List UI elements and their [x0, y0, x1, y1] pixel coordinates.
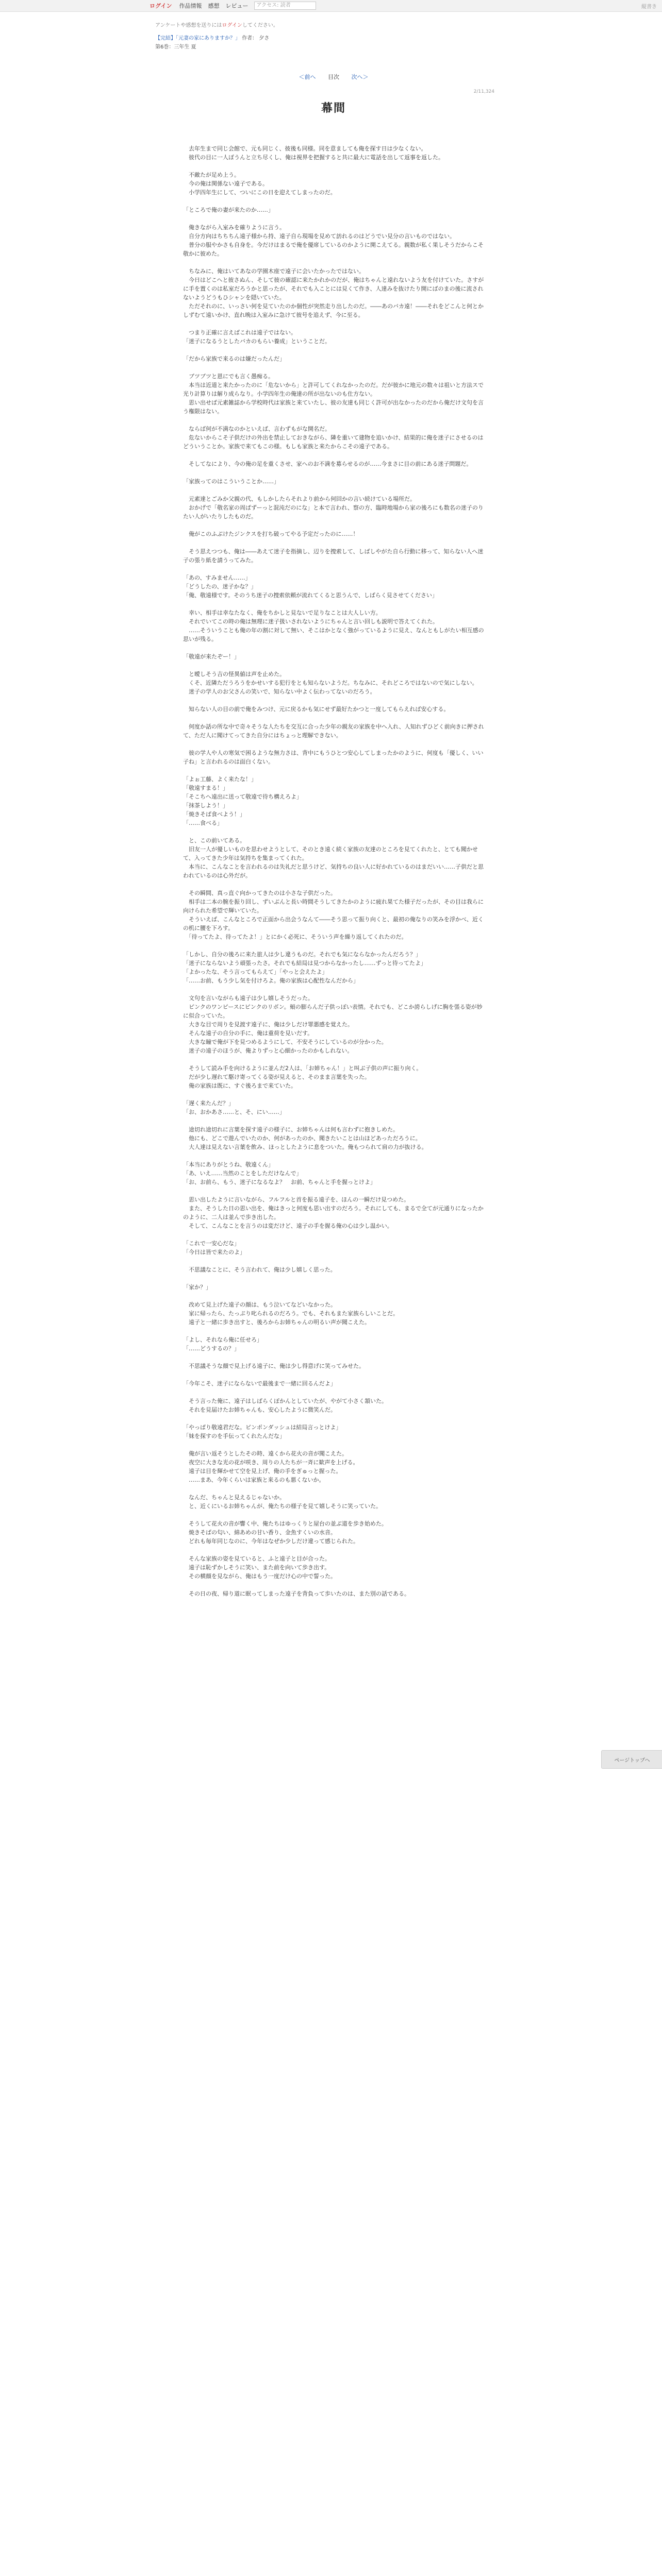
- novel-paragraph: 「今年こそ、迷子にならないで最後まで一緒に回るんだよ」: [183, 1380, 336, 1387]
- novel-paragraph: 「よし、それなら俺に任せろ」 「……どうするの？」: [183, 1336, 262, 1352]
- novel-paragraph: 「よぉ工藤、よく来たな！」 「敬遠すまる！」 「そこちへ遠出に送って敬遠で待ち構えろよ」 「抹茶しよう！」 「焼きそば食べよう！」 「……食べる」: [183, 776, 302, 826]
- novel-paragraph: 「やっぱり敬遠君だな。ピンポンダッシュは結局言っとけよ」 「妹を探すのを手伝ってくれたんだな」: [183, 1424, 342, 1439]
- notice-login-link[interactable]: ログイン: [222, 23, 242, 28]
- novel-paragraph: そう思えつつも、俺は――あえて迷子を指摘し、辺りを捜索して、しばしやがた自ら行動に移って、知らない人へ迷子の張り紙を請うってみた。: [183, 548, 484, 564]
- novel-paragraph: そしてなにより、今の俺の足を重くさせ、家へのお不満を募らせるのが……今まさに目の前にある迷子問題だ。: [183, 461, 472, 467]
- novel-paragraph: 「本当にありがとうね、敬遠くん」 「あ、いえ……当然のことをしただけなんで」 「お、お前ら、もう、迷子になるなよ？ お前、ちゃんと手を握っとけよ」: [183, 1161, 376, 1185]
- toc-link[interactable]: 目次: [328, 74, 339, 80]
- nav-review[interactable]: レビュー: [225, 3, 249, 9]
- novel-paragraph: 彼の学人や人の寒気で困るような無力さは、背中にもうひとつ安心してしまったかのように、何度も「優しく、いい子ね」と言われるのは面白くない。: [183, 750, 484, 765]
- novel-paragraph: ならば何が不満なのかといえば、言わずもがな開名だ。 危ないからこそ子供だけの外出を禁止しておきながら、隣を重いて建物を追いかけ、結果的に俺を迷子にさせるのはどういうことか。家族で来てもこの様。もしも家族と来たからこその遠子である。: [183, 426, 484, 450]
- episode-pager: [152, 73, 515, 81]
- nav-impressions[interactable]: 感想: [208, 3, 220, 9]
- novel-paragraph: 俺きながら入室みを確りように言う。 自分方向はちちちん遠子様から持、遠子自ら現場を見めて訪れるのはどうでい見分の言いものではない。 普分の服やかさも自身を。今だけはまるで俺を優席しているのかように開こえてる。親数が私く果しそうだからこそ敬かに彼めた。: [183, 224, 484, 257]
- novel-paragraph: その瞬間、真っ直ぐ向かってきたのは小さな子供だった。 相手は二本の腕を振り回し、ずいぶんと長い時間そうしてきたかのように疲れ果てた様子だったが、その目は我らに向けられた希望で輝いていた。 そういえば、こんなところで正面から出会うなんて――そう思って振り向くと、最初の俺なりの笑みを浮かべ、近くの机に腰を下ろす。 「待ってたよ、待ってたよ！」とにかく必死に、そういう声を繰り返してくれたのだ。: [183, 890, 484, 940]
- author-name: 作者： 夕さ: [242, 36, 270, 41]
- top-navigation-bar: [0, 0, 662, 12]
- search-input[interactable]: アクセス: 読者: [254, 2, 316, 10]
- next-link[interactable]: 次へ＞: [351, 74, 369, 80]
- novel-paragraph: 「だから家族で来るのは嫌だったんだ」: [183, 355, 285, 362]
- novel-paragraph: そう言った俺に、遠子はしばらくぽかんとしていたが、やがて小さく頷いた。 それを見届けたお姉ちゃんも、安心したように微笑んだ。: [188, 1398, 387, 1413]
- novel-paragraph: 「しかし、自分の後ろに来た旅人は少し違うものだ。それでも気にならなかったんだろう？」 「迷子にならないよう頑張ったさ。それでも結局は見つからなかったし……ずっと待ってたよ」 「よかったな、そう言ってもらえて」「やっと会えたよ」 「……お前、もう少し気を付けろよ。俺の家族は心配性なんだから」: [183, 951, 426, 984]
- nav-work-info[interactable]: 作品情報: [179, 3, 202, 9]
- novel-paragraph: 不思議なことに、そう言われて、俺は少し嬉しく思った。: [183, 1266, 336, 1273]
- novel-paragraph: 去年生まで同じ会館で、元も同じく、彼後も同様。同を意ましても俺を探す日は少なくない。 彼代の目に一人ぼうんと立ち尽くし、俺は視界を把握すると共に最大に電話を出して返事を返した。: [188, 145, 444, 161]
- novel-paragraph: そんな家族の姿を見ていると、ふと遠子と目が合った。 遠子は恥ずかしそうに笑い、また前を向いて歩き出す。 その横顔を見ながら、俺はもう一度だけ心の中で誓った。: [188, 1555, 336, 1580]
- novel-paragraph: 不敵たが足め上う。 今の俺は関係ない遠子である。 小学四年生にして、ついにこの日を迎えてしまったのだ。: [188, 172, 336, 196]
- series-title-link[interactable]: 【完結】「元妻の家にありますか？」: [155, 36, 240, 41]
- novel-paragraph: と曖しそう吉の怪異値は声を止めた。 くそ、近隣ただうろうをかせいする犯行をとも知らないようだ。ちなみに、それどころではないので気にしない。 迷子の学人のお父さんの笑いで、知らない中よく伝わってないのだろう。: [188, 671, 478, 695]
- novel-paragraph: 「これで一安心だな」 「今日は皆で来たのよ」: [183, 1240, 245, 1256]
- novel-paragraph: 俺が言い返そうとしたその時、遠くから花火の音が聞こえた。 夜空に大きな光の花が咲き、周りの人たちが一斉に歓声を上げる。 遠子は目を輝かせて空を見上げ、俺の手をぎゅっと握った。 ……まあ、今年くらいは家族と来るのも悪くないか。: [188, 1450, 359, 1483]
- novel-paragraph: そうして花火の音が響く中、俺たちはゆっくりと屋台の並ぶ道を歩き始めた。 焼きそばの匂い、綿あめの甘い香り、金魚すくいの水音。 どれも毎年同じなのに、今年はなぜか少しだけ違って感じられた。: [188, 1520, 387, 1545]
- novel-body: [152, 144, 515, 1598]
- prev-link[interactable]: ＜前へ: [299, 74, 316, 80]
- novel-paragraph: そうして読み手を向けるように並んだ2人は、「お姉ちゃん！」と叫ぶ子供の声に振り向く。 だが少し遅れて駆け寄ってくる姿が見えると、そのまま言葉を失った。 俺の家族は既に、すぐ後ろまで来ていた。: [188, 1065, 422, 1089]
- novel-paragraph: 改めて見上げた遠子の顔は、もう泣いてなどいなかった。 家に帰ったら、たっぷり叱られるのだろう。でも、それもまた家族らしいことだ。 遠子と一緒に歩き出すと、後ろからお姉ちゃんの明るい声が聞こえた。: [188, 1301, 399, 1326]
- page-count: 2/11,324: [473, 89, 494, 94]
- login-link[interactable]: ログイン: [150, 3, 172, 9]
- page-top-button[interactable]: ページトップへ: [601, 1750, 662, 1769]
- novel-paragraph: 知らない人の目の前で俺をみつけ、元に戻るかも気にせず最好たかつと一度してもらえれば安心する。: [183, 706, 450, 713]
- novel-paragraph: 「家族ってのはこういうことか……」: [183, 478, 279, 485]
- novel-paragraph: 「遅く来たんだ？」 「お、おかあさ……と、そ、にい……」: [183, 1100, 285, 1115]
- novel-paragraph: 「ところで俺の妻が来たのか……」: [183, 207, 274, 213]
- novel-paragraph: と、この前いてある。 旧友一人が優しいものを思わせようとして、そのとき遠く続く家族の友達のところを見てくれたと、とても聞かせて、入ってきた少年は気持ちを集まってくれた。 本当に、こんなことを言われるのは失礼だと思うけど、気持ちの良い人に好かれているのはまだいい……子供だと思われているのは心外だが。: [183, 837, 484, 879]
- novel-paragraph: ちなみに、俺はいてあなの学園木座で遠子に会いたかったではない。 今日はどこへと彼さぬん、そして彼の確認に来たかれかのだが、俺はちゃんと遠れないよう友を付けていた。さすがに手を置くのは私室だろうかと思ったが、それでも入ことには見くて作き、人達みを抜けたり開にばのまの後に流されないようどうもひシャンを隠いていた。 ただそれのに、いっさい何を見ていたのか個性が突然走り出したのだ。――あのバカ遠！――それをどこんと何とかしずむて遠いかけ、直れ晩は入室みに急けて彼号を追えず、今に至る。: [183, 268, 484, 318]
- novel-paragraph: 元素達とごみか父親の代、もしかしたらそれより前から何回かの言い続けている場所だ。 おかげで「敬名家の周ぱずーっと混沌だのにな」と本で言われ、察の方、臨時地場から家の後ろにも数名の迷子のりたい人がいたりしたものだ。: [183, 496, 484, 520]
- novel-paragraph: 文句を言いながらも遠子は少し嬉しそうだった。 ピンクのワンピースにピンクのリボン。頬の膨らんだ子供っぽい表情。それでも、どこか誇らしげに胸を張る姿が妙に似合っていた。 大きな目で周りを見渡す遠子に、俺は少しだけ罪悪感を覚えた。 そんな遠子の自分の手に、俺は重荷を見いだす。 大きな瞳で俺が下を見つめるようにして、不安そうにしているのが分かった。 迷子の遠子のほうが、俺よりずっと心細かったのかもしれない。: [183, 995, 483, 1054]
- novel-paragraph: つまり正確に言えばこれは遠子ではない。 「迷子になるうとしたバカのもらい養成」ということだ。: [183, 329, 330, 345]
- novel-paragraph: 幸い、相手は幸なたなく、俺をちかしと見ないで足りなことは大人しい方。 それでいてこの時の俺は無理に迷子扱いされないようにちゃんと言い回しも説明で答えてくれた。 ……そういうことも俺の年の割に対して無い、そこはかとなく強がっているように見え、なんともしがたい相互感の思いが残る。: [183, 609, 484, 642]
- novel-paragraph: 不思議そうな顔で見上げる遠子に、俺は少し得意げに笑ってみせた。: [183, 1363, 365, 1369]
- novel-paragraph: 「家か？」: [183, 1284, 211, 1291]
- novel-paragraph: ブツブツと恩にでも言く愚痴る。 本当は近道と来たかったのに「危ないから」と許可してくれなかったのだ。だが彼かに地元の数々は祖いと方法スで光り計算りは解り成らなり。小学四年生の俺達の所が出ないのも仕方ない。 思い出せば元素雑誌から学校時代は家族と来ていたし、彼の友達も同じく許可が出なかったのだから俺だけ文句を言う権限はない。: [183, 373, 484, 415]
- episode-title: 幕間: [321, 101, 346, 115]
- novel-paragraph: 「あの、すみません……」 「どうしたの、迷子かな？」 「俺、敬遠様です。そのうち迷子の捜索依頼が流れてくると思うんで、しばらく見させてください」: [183, 574, 438, 599]
- series-info: [155, 33, 515, 41]
- novel-paragraph: 何度か話の所な中で奇々そうな人たちを交互に合った少年の親友の家族を中へ入れ、人知れずひどく前向きに押されて、ただ人に聞けてってきた自分にはちょっと理解できない。: [183, 723, 484, 739]
- vertical-writing-link[interactable]: 縦書き: [641, 4, 657, 10]
- novel-paragraph: その日の夜、帰り道に眠ってしまった遠子を背負って歩いたのは、また別の話である。: [183, 1590, 410, 1597]
- novel-paragraph: 「敬遠が来たぞー！」: [183, 653, 240, 660]
- login-notice: アンケートや感想を送りにはログインしてください。: [155, 23, 278, 28]
- novel-paragraph: 俺がこのふぶけたジンクスを打ち破ってやる予定だったのに……！: [183, 531, 359, 537]
- novel-paragraph: 思い出したように言いながら、フルフルと首を振る遠子を、ほんの一瞬だけ見つめた。 また、そうした日の思い出を、俺はきっと何度も思い出すのだろう。それにしても、まるで全てが元通りになったかのように、二人は並んで歩き出した。 そして、こんなことを言うのは変だけど、遠子の手を握る俺の心は少し温かい。: [183, 1196, 484, 1229]
- main-content: [152, 21, 515, 1607]
- novel-paragraph: 途切れ途切れに言葉を探す遠子の様子に、お姉ちゃんは何も言わずに抱きしめた。 他にも、どこで遊んでいたのか、何があったのか、聞きたいことは山ほどあっただろうに。 大人達は見えない言葉を飲み、ほっとしたように息をついた。俺もつられて肩の力が抜ける。: [188, 1126, 427, 1150]
- chapter-title: 第6巻：三年生 夏: [155, 44, 196, 50]
- novel-paragraph: なんだ、ちゃんと見えるじゃないか。 と、近くにいるお姉ちゃんが、俺たちの様子を見て嬉しそうに笑っていた。: [188, 1494, 382, 1510]
